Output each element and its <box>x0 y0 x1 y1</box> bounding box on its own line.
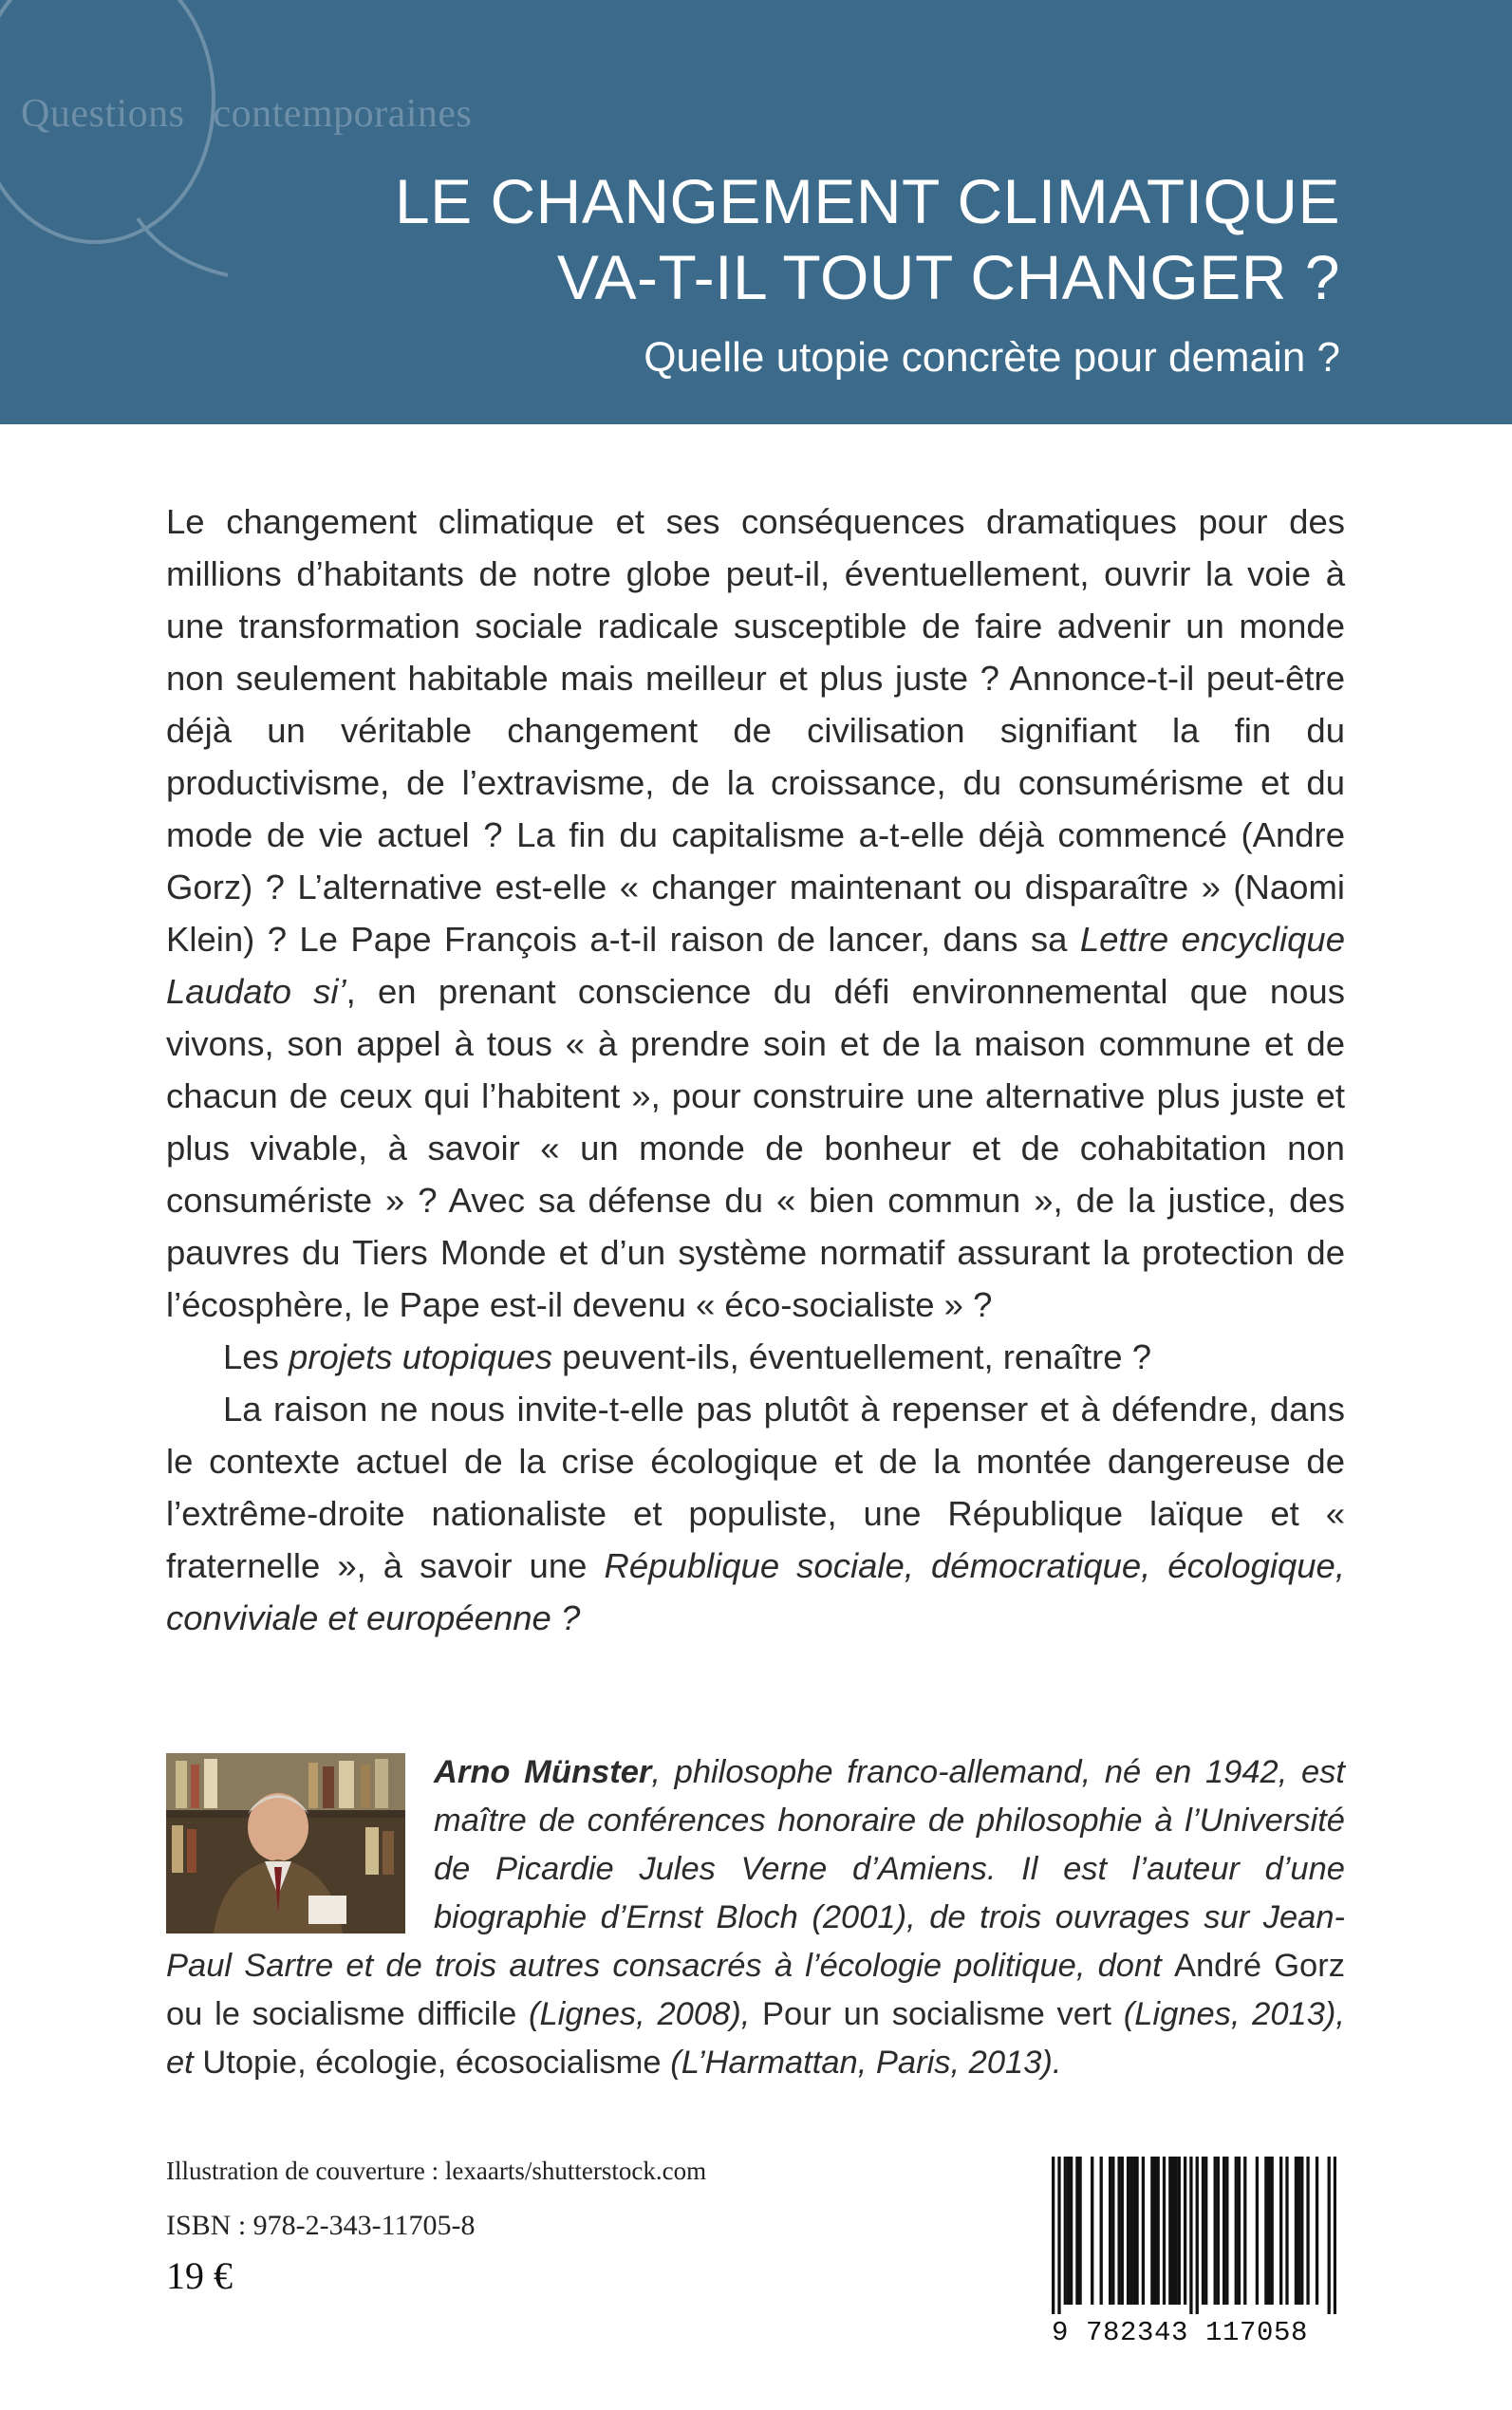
title-line-1: LE CHANGEMENT CLIMATIQUE <box>394 166 1340 236</box>
barcode-bar <box>1168 2157 1171 2305</box>
barcode-bar <box>1202 2157 1204 2305</box>
blurb-paragraph-2 <box>166 1331 1345 1383</box>
blurb-p2-text-a: Les <box>223 1337 289 1376</box>
barcode-bar <box>1316 2157 1318 2305</box>
barcode-bar <box>1334 2157 1336 2314</box>
barcode-bar <box>1075 2157 1078 2305</box>
barcode-bar <box>1235 2157 1238 2305</box>
barcode-bar <box>1328 2157 1331 2314</box>
author-portrait <box>166 1753 405 1934</box>
blurb-p3-text-a: La raison ne nous invite-t-elle pas plutôt à repenser et à défendre, dans le contexte actuel de la crise écologique et de la montée dangereuse de l’extrême-droite nationaliste et populiste, une République laïque et « fraternelle », à savoir une <box>166 1390 1345 1585</box>
barcode-bar <box>1057 2157 1060 2314</box>
barcode-bar <box>1184 2157 1186 2305</box>
bio-text-4: (L’Harmattan, Paris, 2013). <box>661 2045 1062 2081</box>
bio-book-3: Utopie, écologie, écosocialisme <box>202 2045 662 2081</box>
cover-header-band <box>0 0 1512 424</box>
barcode-bar <box>1238 2157 1241 2305</box>
bio-book-1: André Gorz ou le socialisme difficile <box>166 1948 1345 2032</box>
book-title <box>395 163 1340 315</box>
barcode-bar <box>1070 2157 1073 2305</box>
blurb-p1-text-b: , en prenant conscience du défi environnemental que nous vivons, son appel à tous « à prendre soin et de la maison commune et de chacun de ceux qui l’habitent », pour construire une alternative plus juste et plus vivable, à savoir « un monde de bonheur et de cohabitation non consumériste » ? Avec sa défense du « bien commun », de la justice, des pauvres du Tiers Monde et d’un système normatif assurant la protection de l’écosphère, le Pape est-il devenu « éco-socialiste » ? <box>166 972 1345 1324</box>
barcode-bar <box>1225 2157 1228 2305</box>
q-logo-icon <box>0 0 247 294</box>
blurb-paragraph-3 <box>166 1383 1345 1644</box>
barcode-bar <box>1297 2157 1300 2305</box>
author-name: Arno Münster <box>434 1754 652 1790</box>
barcode-bar <box>1189 2157 1192 2314</box>
bio-text-3: (Lignes, 2013), et <box>166 1996 1346 2081</box>
barcode-bar <box>1217 2157 1220 2305</box>
book-subtitle: Quelle utopie concrète pour demain ? <box>644 334 1340 381</box>
barcode-bar <box>1135 2157 1138 2305</box>
series-word-1: Questions <box>21 92 185 136</box>
series-name <box>21 91 472 137</box>
barcode-bar <box>1174 2157 1177 2305</box>
isbn: ISBN : 978-2-343-11705-8 <box>166 2210 476 2241</box>
barcode-bar <box>1064 2157 1067 2305</box>
barcode-bar <box>1117 2157 1120 2305</box>
barcode-digits: 9 782343 117058 <box>1052 2317 1309 2348</box>
barcode <box>1052 2157 1336 2314</box>
author-bio <box>166 1748 1345 2087</box>
barcode-bar <box>1078 2157 1081 2305</box>
barcode-bar <box>1264 2157 1267 2305</box>
barcode-bar <box>1091 2157 1093 2305</box>
barcode-bar <box>1256 2157 1259 2305</box>
title-line-2: VA-T-IL TOUT CHANGER ? <box>556 242 1340 312</box>
barcode-bar <box>1121 2157 1124 2305</box>
barcode-bar <box>1279 2157 1282 2305</box>
barcode-bar <box>1129 2157 1132 2305</box>
barcode-bar <box>1163 2157 1166 2305</box>
barcode-bar <box>1267 2157 1270 2305</box>
barcode-bar <box>1142 2157 1145 2305</box>
barcode-bar <box>1109 2157 1111 2305</box>
bio-text-2: (Lignes, 2008), <box>516 1996 763 2032</box>
blurb-p1-italic: Lettre encyclique Laudato si’ <box>166 920 1345 1011</box>
barcode-bar <box>1132 2157 1135 2305</box>
blurb-text <box>166 495 1345 1644</box>
barcode-bar <box>1178 2157 1181 2305</box>
bio-text-1: , philosophe franco-allemand, né en 1942, est maître de conférences honoraire de philosophie à l’Université de Picardie Jules Verne d’Amiens. Il est l’auteur d’une biographie d’Ernst Bloch (2001), de trois ouvrages sur Jean-Paul Sartre et de trois autres consacrés à l’écologie politique, dont <box>166 1754 1346 1984</box>
barcode-bar <box>1127 2157 1129 2305</box>
barcode-bar <box>1153 2157 1156 2305</box>
series-word-2: contemporaines <box>213 92 473 136</box>
barcode-bar <box>1243 2157 1246 2305</box>
barcode-bar <box>1306 2157 1309 2305</box>
barcode-bar <box>1295 2157 1297 2305</box>
barcode-bar <box>1223 2157 1225 2305</box>
barcode-bar <box>1052 2157 1055 2314</box>
bio-book-2: Pour un socialisme vert <box>762 1996 1111 2032</box>
blurb-paragraph-1 <box>166 495 1345 1331</box>
barcode-bar <box>1171 2157 1174 2305</box>
blurb-p2-text-b: peuvent-ils, éventuellement, renaître ? <box>552 1337 1151 1376</box>
barcode-bar <box>1285 2157 1288 2305</box>
blurb-p2-italic: projets utopiques <box>289 1337 552 1376</box>
barcode-bar <box>1100 2157 1103 2305</box>
barcode-bar <box>1204 2157 1207 2305</box>
barcode-bar <box>1067 2157 1070 2305</box>
barcode-bar <box>1150 2157 1153 2305</box>
barcode-bar <box>1300 2157 1303 2305</box>
barcode-bar <box>1111 2157 1114 2305</box>
barcode-bar <box>1214 2157 1217 2305</box>
cover-illustration-credit: Illustration de couverture : lexaarts/shutterstock.com <box>166 2157 707 2185</box>
price: 19 € <box>166 2254 233 2297</box>
blurb-p1-text-a: Le changement climatique et ses conséquences dramatiques pour des millions d’habitants de notre globe peut-il, éventuellement, ouvrir la voie à une transformation sociale radicale susceptible de faire advenir un monde non seulement habitable mais meilleur et plus juste ? Annonce-t-il peut-être déjà un véritable changement de civilisation signifiant la fin du productivisme, de l’extravisme, de la croissance, du consumérisme et du mode de vie actuel ? La fin du capitalisme a-t-elle déjà commencé (Andre Gorz) ? L’alternative est-elle « changer maintenant ou disparaître » (Naomi Klein) ? Le Pape François a-t-il raison de lancer, dans sa <box>166 502 1345 959</box>
blurb-p3-italic: République sociale, démocratique, écologique, conviviale et européenne ? <box>166 1546 1345 1637</box>
barcode-bar <box>1157 2157 1160 2305</box>
barcode-bar <box>1196 2157 1199 2314</box>
barcode-bar <box>1271 2157 1274 2305</box>
